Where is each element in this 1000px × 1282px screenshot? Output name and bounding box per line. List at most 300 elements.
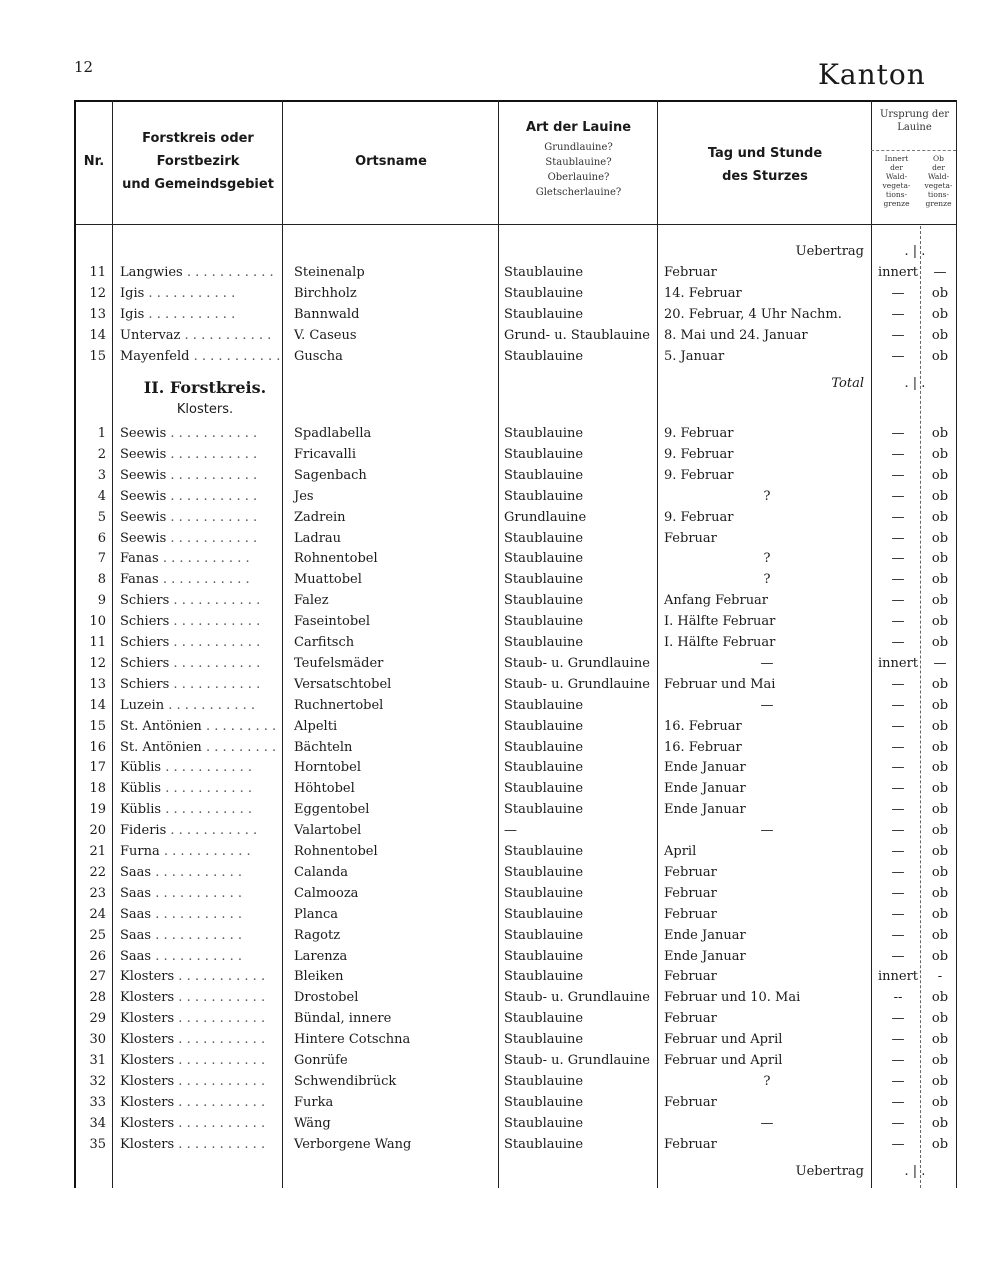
row-innert: — xyxy=(891,635,905,650)
row-tag: ? xyxy=(763,1073,771,1089)
row-innert: — xyxy=(891,697,905,713)
row-innert: — xyxy=(891,948,905,964)
row-innert: — xyxy=(891,864,905,880)
table-row xyxy=(74,528,956,549)
table-row xyxy=(74,632,956,653)
row-ob: ob xyxy=(931,844,949,859)
row-number: 10 xyxy=(89,614,106,630)
row-ortsname: Bleiken xyxy=(294,969,344,985)
table-row xyxy=(74,737,956,758)
row-art: Staublauine xyxy=(504,426,584,441)
row-art: Grundlauine xyxy=(504,509,587,525)
row-ob: ob xyxy=(931,467,949,483)
row-tag: Ende Januar xyxy=(664,927,746,943)
table-row xyxy=(74,507,956,528)
row-art: Staublauine xyxy=(504,760,584,776)
row-ortsname: Alpelti xyxy=(294,718,338,734)
row-art: Staub- u. Grundlauine xyxy=(504,990,650,1006)
row-forstkreis: Untervaz . . . xyxy=(120,325,280,346)
row-tag: Ende Januar xyxy=(664,781,746,797)
row-art: Staublauine xyxy=(504,969,584,985)
row-ortsname: Horntobel xyxy=(294,760,361,776)
table-row xyxy=(74,444,956,465)
table-row xyxy=(74,569,956,590)
row-tag: 9. Februar xyxy=(664,446,734,462)
row-ortsname: Muattobel xyxy=(294,572,362,588)
row-number: 30 xyxy=(89,1032,106,1048)
row-innert: — xyxy=(891,676,905,692)
row-tag: Februar und Mai xyxy=(664,676,776,692)
row-number: 31 xyxy=(89,1053,106,1068)
row-art: Staublauine xyxy=(504,1115,584,1131)
row-innert: — xyxy=(891,906,905,922)
row-forstkreis: Seewis . . . xyxy=(120,444,280,465)
row-ortsname: Ladrau xyxy=(294,530,342,546)
row-ortsname: Wäng xyxy=(294,1115,331,1131)
row-ob: ob xyxy=(931,593,949,609)
row-innert: — xyxy=(891,593,905,609)
table-row xyxy=(74,883,956,904)
row-ortsname: Ragotz xyxy=(294,927,341,943)
row-tag: Februar xyxy=(664,530,717,546)
row-ob: ob xyxy=(931,948,949,964)
row-ob: ob xyxy=(931,551,949,567)
row-ortsname: Jes xyxy=(294,488,314,504)
row-art: Staublauine xyxy=(504,446,584,462)
row-ob: ob xyxy=(931,718,949,734)
row-innert: — xyxy=(891,551,905,567)
row-ortsname: Eggentobel xyxy=(294,802,370,818)
row-art: Staublauine xyxy=(504,906,584,922)
row-forstkreis: Saas . . . xyxy=(120,862,280,883)
row-ob: ob xyxy=(931,864,949,880)
row-art: Staublauine xyxy=(504,718,584,734)
row-ob: ob xyxy=(931,530,949,546)
row-tag: 9. Februar xyxy=(664,509,734,525)
row-number: 7 xyxy=(97,551,106,567)
row-art: Staub- u. Grundlauine xyxy=(504,655,650,671)
header-ursprung: Ursprung der Lauine xyxy=(879,109,950,133)
table-row xyxy=(74,653,956,674)
row-tag: — xyxy=(760,655,774,671)
row-number: 17 xyxy=(89,760,106,776)
row-innert: — xyxy=(891,328,905,343)
row-innert: — xyxy=(891,426,905,441)
row-number: 32 xyxy=(89,1073,106,1089)
row-number: 15 xyxy=(89,349,106,364)
row-number: 29 xyxy=(89,1011,106,1027)
row-art: Staublauine xyxy=(504,307,584,322)
row-ob: ob xyxy=(931,739,949,755)
row-number: 28 xyxy=(89,990,106,1006)
row-ob: ob xyxy=(931,349,949,364)
row-ortsname: Hintere Cotschna xyxy=(294,1032,411,1048)
row-forstkreis: Seewis . . . xyxy=(120,528,280,549)
table-row xyxy=(74,674,956,695)
row-innert: -- xyxy=(893,990,903,1006)
row-ortsname: Calanda xyxy=(294,864,349,880)
row-ortsname: Höhtobel xyxy=(294,781,355,797)
row-ob: ob xyxy=(931,307,949,322)
section-subtitle: Klosters. xyxy=(176,402,234,417)
row-ortsname: Bündal, innere xyxy=(294,1011,392,1027)
uebertrag-bottom-marks: . | . xyxy=(904,1164,926,1179)
table-row xyxy=(74,1008,956,1029)
row-ob: ob xyxy=(931,614,949,630)
header-ob: Ob der Wald- vegeta- tions- grenze xyxy=(924,154,953,208)
row-ob: ob xyxy=(931,328,949,343)
row-number: 9 xyxy=(97,593,106,609)
row-tag: ? xyxy=(763,488,771,504)
row-tag: Ende Januar xyxy=(664,802,746,818)
row-innert: innert xyxy=(877,265,919,280)
row-art: Staublauine xyxy=(504,864,584,880)
row-forstkreis: Klosters . . . xyxy=(120,1008,280,1029)
row-innert: — xyxy=(891,739,905,755)
table-row xyxy=(74,695,956,716)
row-art: Grund- u. Staublauine xyxy=(504,328,650,343)
row-ob: ob xyxy=(931,572,949,588)
row-forstkreis: Klosters . . . xyxy=(120,966,280,987)
row-innert: — xyxy=(891,349,905,364)
row-number: 13 xyxy=(89,676,106,692)
table-row xyxy=(74,262,956,283)
row-number: 4 xyxy=(97,488,106,504)
row-ortsname: Verborgene Wang xyxy=(294,1136,412,1152)
row-ob: ob xyxy=(931,906,949,922)
row-ortsname: Larenza xyxy=(294,948,348,964)
row-art: Staublauine xyxy=(504,697,584,713)
row-forstkreis: Küblis . . . xyxy=(120,778,280,799)
row-ob: ob xyxy=(931,676,949,692)
row-tag: — xyxy=(760,697,774,713)
row-ob: ob xyxy=(931,446,949,462)
row-art: Staublauine xyxy=(504,739,584,755)
row-innert: — xyxy=(891,1032,905,1048)
row-tag: Februar xyxy=(664,885,717,901)
row-number: 24 xyxy=(89,906,106,922)
row-ob: ob xyxy=(931,1011,949,1027)
row-art: Staublauine xyxy=(504,349,584,364)
row-forstkreis: Klosters . . . xyxy=(120,1092,280,1113)
row-tag: Februar xyxy=(664,906,717,922)
table-row xyxy=(74,590,956,611)
table-row xyxy=(74,304,956,325)
row-ob: ob xyxy=(931,509,949,525)
row-art: Staublauine xyxy=(504,530,584,546)
row-ob: ob xyxy=(931,927,949,943)
row-forstkreis: Mayenfeld . . . xyxy=(120,346,280,367)
row-ob: ob xyxy=(931,1136,949,1152)
row-ob: — xyxy=(933,265,947,280)
row-innert: — xyxy=(891,530,905,546)
row-ortsname: Planca xyxy=(294,906,339,922)
header-art: Art der Lauine xyxy=(525,120,632,135)
row-ob: ob xyxy=(931,635,949,650)
row-tag: Anfang Februar xyxy=(664,593,769,609)
row-number: 19 xyxy=(89,802,106,818)
row-innert: — xyxy=(891,286,905,301)
row-forstkreis: Klosters . . . xyxy=(120,1071,280,1092)
row-innert: — xyxy=(891,927,905,943)
row-art: Staublauine xyxy=(504,885,584,901)
header-forstkreis: Forstkreis oder Forstbezirk und Gemeindsgebiet xyxy=(122,131,274,192)
table-row xyxy=(74,465,956,486)
table-row xyxy=(74,1113,956,1134)
row-art: Staub- u. Grundlauine xyxy=(504,676,650,692)
row-tag: Ende Januar xyxy=(664,760,746,776)
row-art: Staublauine xyxy=(504,927,584,943)
uebertrag-top-marks: . | . xyxy=(904,244,926,259)
row-ortsname: Furka xyxy=(294,1094,334,1110)
row-forstkreis: Saas . . . xyxy=(120,925,280,946)
table-row xyxy=(74,716,956,737)
row-forstkreis: Seewis . . . xyxy=(120,486,280,507)
row-forstkreis: Schiers . . . xyxy=(120,632,280,653)
row-forstkreis: Klosters . . . xyxy=(120,1050,280,1071)
section-title: II. Forstkreis. xyxy=(143,378,267,397)
row-number: 1 xyxy=(97,426,106,441)
table-top-rule xyxy=(74,100,956,102)
row-forstkreis: Seewis . . . xyxy=(120,507,280,528)
row-forstkreis: Langwies . . . xyxy=(120,262,280,283)
row-forstkreis: Igis . . . xyxy=(120,283,280,304)
row-tag: Ende Januar xyxy=(664,948,746,964)
row-forstkreis: Klosters . . . xyxy=(120,1134,280,1155)
row-tag: Februar xyxy=(664,1094,717,1110)
row-innert: — xyxy=(891,446,905,462)
row-art: Staublauine xyxy=(504,467,584,483)
row-art: Staublauine xyxy=(504,1073,584,1089)
row-ortsname: Falez xyxy=(294,593,329,609)
row-tag: 5. Januar xyxy=(664,349,725,364)
header-bottom-rule xyxy=(74,224,956,225)
row-innert: — xyxy=(891,307,905,322)
row-ortsname: Drostobel xyxy=(294,990,359,1006)
row-ortsname: Teufelsmäder xyxy=(294,655,384,671)
row-ob: ob xyxy=(931,990,949,1006)
row-number: 8 xyxy=(97,572,106,588)
table-row xyxy=(74,423,956,444)
row-innert: — xyxy=(891,781,905,797)
row-ortsname: Sagenbach xyxy=(294,467,367,483)
row-innert: — xyxy=(891,1094,905,1110)
row-innert: — xyxy=(891,1011,905,1027)
row-innert: — xyxy=(891,718,905,734)
row-forstkreis: Klosters . . . xyxy=(120,1113,280,1134)
row-tag: Februar xyxy=(664,864,717,880)
row-ortsname: Valartobel xyxy=(294,823,362,839)
table-row xyxy=(74,1092,956,1113)
row-ob: ob xyxy=(931,1073,949,1089)
table-right-rule xyxy=(956,100,957,1188)
row-tag: — xyxy=(760,823,774,839)
row-innert: — xyxy=(891,802,905,818)
row-ortsname: Zadrein xyxy=(294,509,346,525)
row-number: 27 xyxy=(89,969,106,985)
row-art: Staublauine xyxy=(504,1094,584,1110)
row-tag: Februar und April xyxy=(664,1053,783,1068)
row-number: 3 xyxy=(97,467,106,483)
header-ortsname: Ortsname xyxy=(355,154,427,169)
row-tag: Februar xyxy=(664,1011,717,1027)
table-row xyxy=(74,1134,956,1155)
row-art: Staublauine xyxy=(504,614,584,630)
row-ob: ob xyxy=(931,885,949,901)
table-row xyxy=(74,799,956,820)
row-forstkreis: Igis . . . xyxy=(120,304,280,325)
row-art: Staublauine xyxy=(504,572,584,588)
total-label: Total xyxy=(831,376,864,391)
row-ob: ob xyxy=(931,1032,949,1048)
row-innert: — xyxy=(891,760,905,776)
table-row xyxy=(74,325,956,346)
row-number: 5 xyxy=(97,509,106,525)
row-tag: ? xyxy=(763,551,771,567)
row-art: Staub- u. Grundlauine xyxy=(504,1053,650,1068)
row-art: Staublauine xyxy=(504,635,584,650)
row-ortsname: Bannwald xyxy=(294,307,360,322)
table-row xyxy=(74,778,956,799)
row-number: 35 xyxy=(89,1136,106,1152)
row-forstkreis: Fanas . . . xyxy=(120,548,280,569)
row-ortsname: Bächteln xyxy=(294,739,353,755)
table-row xyxy=(74,946,956,967)
row-art: Staublauine xyxy=(504,948,584,964)
row-innert: innert xyxy=(877,655,919,671)
header-innert: Innert der Wald- vegeta- tions- grenze xyxy=(882,154,911,208)
row-number: 20 xyxy=(89,823,106,839)
row-forstkreis: Schiers . . . xyxy=(120,674,280,695)
row-number: 23 xyxy=(89,885,106,901)
row-tag: 14. Februar xyxy=(664,286,742,301)
row-number: 14 xyxy=(89,697,106,713)
table-row xyxy=(74,757,956,778)
row-ortsname: Rohnentobel xyxy=(294,844,378,859)
table-row xyxy=(74,904,956,925)
page-number: 12 xyxy=(74,58,94,76)
row-forstkreis: Küblis . . . xyxy=(120,757,280,778)
row-ortsname: Guscha xyxy=(294,349,343,364)
row-number: 12 xyxy=(89,286,106,301)
row-art: Staublauine xyxy=(504,286,584,301)
row-ortsname: Ruchnertobel xyxy=(294,697,384,713)
row-tag: 20. Februar, 4 Uhr Nachm. xyxy=(664,307,842,322)
table-row xyxy=(74,841,956,862)
row-ob: ob xyxy=(931,697,949,713)
row-ortsname: Rohnentobel xyxy=(294,551,378,567)
row-forstkreis: Küblis . . . xyxy=(120,799,280,820)
row-forstkreis: Saas . . . xyxy=(120,904,280,925)
row-number: 14 xyxy=(89,328,106,343)
table-row xyxy=(74,486,956,507)
row-forstkreis: St. Antönien . . . xyxy=(120,716,280,737)
row-number: 22 xyxy=(89,864,106,880)
table-row xyxy=(74,987,956,1008)
row-art: Staublauine xyxy=(504,1032,584,1048)
row-ob: ob xyxy=(931,760,949,776)
row-art: Staublauine xyxy=(504,1011,584,1027)
row-ortsname: Spadlabella xyxy=(294,426,372,441)
row-ob: ob xyxy=(931,802,949,818)
row-ob: ob xyxy=(931,426,949,441)
table-row xyxy=(74,1029,956,1050)
row-number: 34 xyxy=(89,1115,106,1131)
row-tag: I. Hälfte Februar xyxy=(664,614,776,630)
row-forstkreis: Saas . . . xyxy=(120,883,280,904)
row-ortsname: Gonrüfe xyxy=(294,1053,348,1068)
row-forstkreis: Seewis . . . xyxy=(120,423,280,444)
row-ortsname: Carfitsch xyxy=(294,635,355,650)
row-art: Staublauine xyxy=(504,593,584,609)
row-ob: - xyxy=(937,969,943,985)
row-innert: — xyxy=(891,1136,905,1152)
row-art: Staublauine xyxy=(504,551,584,567)
table-row xyxy=(74,283,956,304)
header-art-subtitle: Grundlauine? Staublauine? Oberlauine? Gletscherlauine? xyxy=(535,142,622,198)
row-innert: — xyxy=(891,488,905,504)
row-ortsname: Faseintobel xyxy=(294,614,371,630)
row-forstkreis: Schiers . . . xyxy=(120,611,280,632)
row-number: 33 xyxy=(89,1094,106,1110)
table-row xyxy=(74,1071,956,1092)
header-tag: Tag und Stunde des Sturzes xyxy=(707,146,823,184)
table-row xyxy=(74,966,956,987)
row-ob: ob xyxy=(931,823,949,839)
row-forstkreis: Seewis . . . xyxy=(120,465,280,486)
row-forstkreis: Fanas . . . xyxy=(120,569,280,590)
row-innert: innert xyxy=(877,969,919,985)
row-ob: ob xyxy=(931,488,949,504)
table-row xyxy=(74,1050,956,1071)
row-number: 2 xyxy=(97,446,106,462)
row-forstkreis: Furna . . . xyxy=(120,841,280,862)
row-ortsname: Calmooza xyxy=(294,885,359,901)
row-forstkreis: Luzein . . . xyxy=(120,695,280,716)
row-innert: — xyxy=(891,844,905,859)
row-art: Staublauine xyxy=(504,802,584,818)
row-tag: — xyxy=(760,1115,774,1131)
row-ortsname: Fricavalli xyxy=(294,446,356,462)
row-number: 18 xyxy=(89,781,106,797)
row-tag: Februar und April xyxy=(664,1032,783,1048)
row-forstkreis: Fideris . . . xyxy=(120,820,280,841)
row-ortsname: V. Caseus xyxy=(294,328,357,343)
row-number: 11 xyxy=(89,635,106,650)
row-art: Staublauine xyxy=(504,844,584,859)
row-number: 25 xyxy=(89,927,106,943)
row-innert: — xyxy=(891,572,905,588)
row-tag: 16. Februar xyxy=(664,739,742,755)
ursprung-subheader-rule xyxy=(871,150,956,151)
row-ortsname: Versatschtobel xyxy=(294,676,392,692)
row-number: 16 xyxy=(89,739,106,755)
table-row xyxy=(74,346,956,367)
total-marks: . | . xyxy=(904,376,926,391)
row-number: 13 xyxy=(89,307,106,322)
row-tag: 8. Mai und 24. Januar xyxy=(664,328,808,343)
running-title: Kanton xyxy=(818,58,926,91)
row-ortsname: Schwendibrück xyxy=(294,1073,397,1089)
row-tag: 9. Februar xyxy=(664,426,734,441)
table-row xyxy=(74,862,956,883)
row-innert: — xyxy=(891,1073,905,1089)
row-number: 15 xyxy=(89,718,106,734)
row-innert: — xyxy=(891,885,905,901)
row-ob: ob xyxy=(931,1053,949,1068)
row-ob: ob xyxy=(931,1094,949,1110)
row-art: Staublauine xyxy=(504,265,584,280)
